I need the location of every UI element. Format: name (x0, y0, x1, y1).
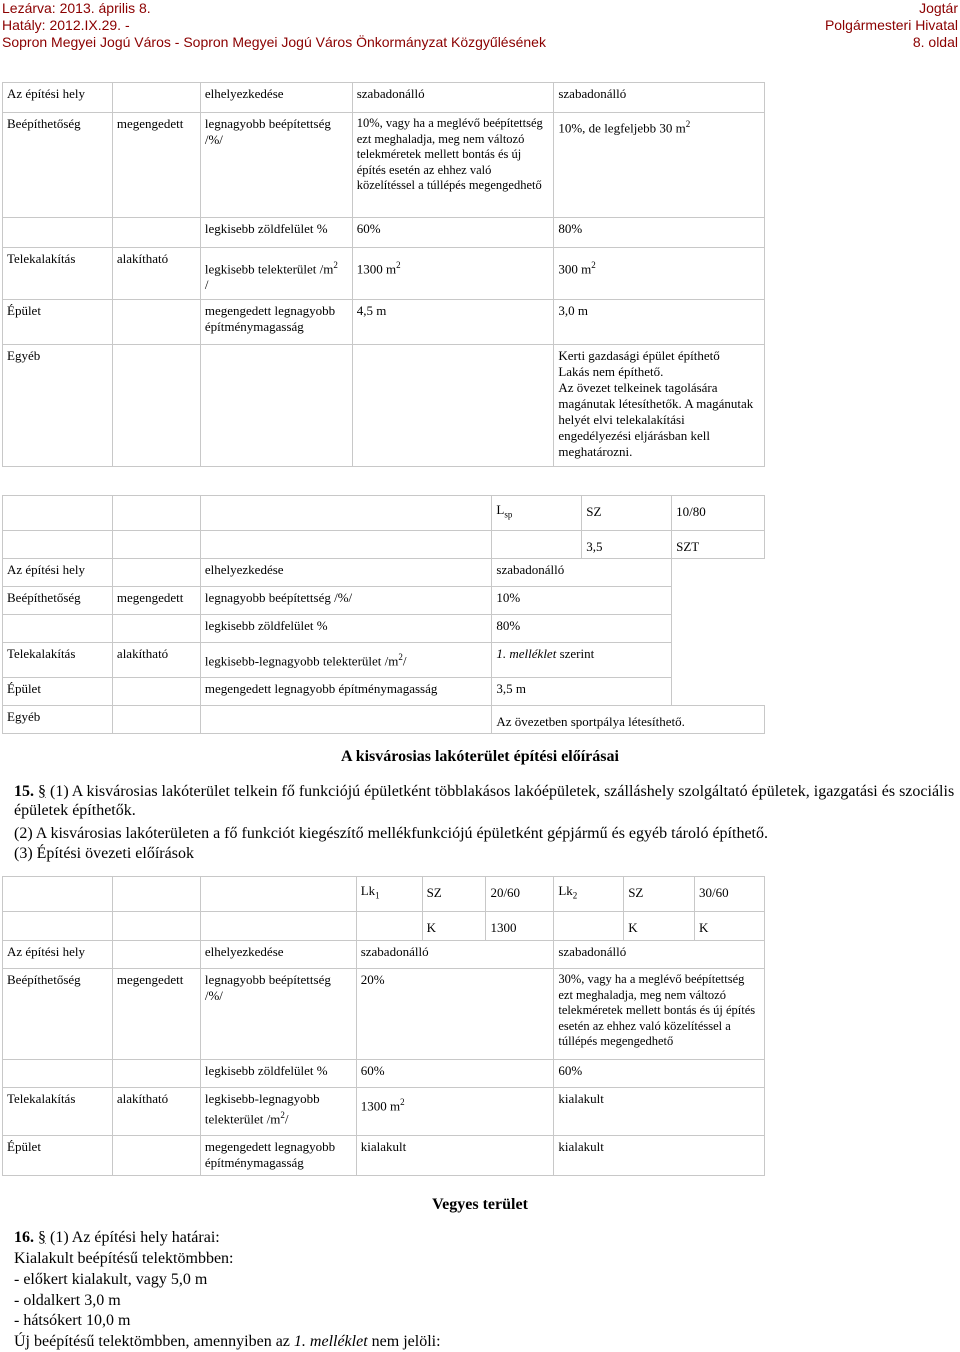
list-item: - előkert kialakult, vagy 5,0 m (14, 1271, 208, 1288)
table-cell: K (624, 912, 695, 941)
table-cell: 3,0 m (554, 300, 765, 345)
zone-table-1 (2, 82, 765, 467)
table-cell: 10% (492, 587, 672, 615)
list-item: Kialakult beépítésű telektömbben: (14, 1250, 234, 1267)
table-cell: elhelyezkedése (200, 941, 356, 969)
table-cell: 10%, de legfeljebb 30 $m^2$ (554, 113, 765, 218)
table-row (3, 587, 765, 615)
table-cell: 80% (554, 218, 765, 248)
table-row (3, 969, 765, 1060)
table-cell: szabadonálló (554, 941, 765, 969)
table-cell: legkisebb-legnagyobb telekterület $/m^2/$ (200, 1088, 356, 1136)
paragraph-15-1: 15. § (1) A kisvárosias lakóterület telkein fő funkciójú épületként többlakásos lakóépületek, szálláshely szolgáltató épületek, igazgatási és szociális épületek építhetők. (14, 783, 955, 819)
table-cell: legkisebb zöldfelület % (200, 1060, 356, 1088)
table-cell: 10%, vagy ha a meglévő beépítettség ezt meghaladja, meg nem változó telekméretek mellett bontás és új építés esetén az ehhez való közelítéssel a túllépés megengedhető (352, 113, 554, 218)
paragraph-15-3: (3) Építési övezeti előírások (14, 845, 194, 862)
table-cell: Egyéb (3, 345, 113, 467)
table-cell: legkisebb zöldfelület % (200, 218, 352, 248)
table-row (3, 615, 765, 643)
table-row (3, 300, 765, 345)
table-cell: Az építési hely (3, 941, 113, 969)
table-cell: Telekalakítás (3, 248, 113, 300)
table-cell: szabadonálló (554, 83, 765, 113)
table-cell: 60% (352, 218, 554, 248)
table-cell: 10/80 (672, 496, 765, 531)
table-row (3, 1088, 765, 1136)
table-cell: SZT (672, 531, 765, 559)
zone-code: $L_{sp}$ (492, 496, 582, 531)
table-cell: 300 $m^2$ (554, 248, 765, 300)
header-page-number: 8. oldal (912, 34, 958, 50)
table-cell: 30%, vagy ha a meglévő beépítettség ezt meghaladja, meg nem változó telekméretek mellett bontás és új építés esetén az ehhez való közelítéssel a túllépés megengedhető (554, 969, 765, 1060)
table-row (3, 496, 765, 531)
table-cell: szabadonálló (352, 83, 554, 113)
table-cell: SZ (582, 496, 672, 531)
table-cell: 1. melléklet szerint (492, 643, 672, 678)
table-cell: legkisebb zöldfelület % (200, 615, 492, 643)
table-row (3, 113, 765, 218)
table-cell: szabadonálló (492, 559, 672, 587)
table-cell: megengedett legnagyobb építménymagasság (200, 1136, 356, 1176)
table-cell: kialakult (554, 1088, 765, 1136)
table-cell: alakítható (112, 248, 200, 300)
header-issuer: Sopron Megyei Jogú Város - Sopron Megyei Jogú Város Önkormányzat Közgyűlésének (2, 34, 546, 50)
section-heading-mixed-area: Vegyes terület (432, 1196, 528, 1213)
table-cell: alakítható (112, 643, 200, 678)
table-cell: alakítható (112, 1088, 200, 1136)
list-item: - hátsókert 10,0 m (14, 1312, 131, 1329)
table-cell: SZ (624, 877, 695, 912)
table-cell: legnagyobb beépítettség /%/ (200, 113, 352, 218)
table-cell: legnagyobb beépítettség /%/ (200, 587, 492, 615)
table-cell: 80% (492, 615, 672, 643)
table-cell: Kerti gazdasági épület építhető Lakás nem építhető. Az övezet telkeinek tagolására magánutak létesíthetők. A magánutak helyét elvi telekalakítási engedélyezési eljárásban kell meghatározni. (554, 345, 765, 467)
table-cell: megengedett legnagyobb építménymagasság (200, 300, 352, 345)
table-cell: megengedett (112, 587, 200, 615)
table-row (3, 248, 765, 300)
table-cell: legkisebb-legnagyobb telekterület $/m^2/$ (200, 643, 492, 678)
table-cell: Telekalakítás (3, 643, 113, 678)
table-cell: 1300 $m^2$ (352, 248, 554, 300)
table-row (3, 877, 765, 912)
table-row (3, 912, 765, 941)
table-cell: legkisebb telekterület $/m^2$ / (200, 248, 352, 300)
table-row (3, 345, 765, 467)
table-cell: Épület (3, 678, 113, 706)
table-row (3, 559, 765, 587)
table-cell: 60% (554, 1060, 765, 1088)
paragraph-16-1: 16. § (1) Az építési hely határai: (14, 1229, 220, 1246)
table-cell: 4,5 m (352, 300, 554, 345)
table-cell: 20/60 (486, 877, 554, 912)
table-cell: elhelyezkedése (200, 559, 492, 587)
page-header (0, 0, 960, 54)
table-cell: Beépíthetőség (3, 969, 113, 1060)
table-cell: Az építési hely (3, 83, 113, 113)
table-cell: Épület (3, 1136, 113, 1176)
table-row (3, 678, 765, 706)
table-cell: Az övezetben sportpálya létesíthető. (492, 706, 765, 734)
table-cell: kialakult (356, 1136, 554, 1176)
zone-table-3 (2, 876, 765, 1176)
table-cell: elhelyezkedése (200, 83, 352, 113)
table-cell: 1300 $m^2$ (356, 1088, 554, 1136)
table-row (3, 706, 765, 734)
table-row (3, 531, 765, 559)
header-source: Jogtár (919, 0, 958, 16)
table-cell: szabadonálló (356, 941, 554, 969)
header-effective-date: Hatály: 2012.IX.29. - (2, 17, 130, 33)
table-cell: megengedett (112, 113, 200, 218)
table-cell: K (695, 912, 765, 941)
table-cell: 3,5 (582, 531, 672, 559)
table-cell: K (422, 912, 486, 941)
table-row (3, 1136, 765, 1176)
zone-code-lk2: $Lk_2$ (554, 877, 624, 912)
table-row (3, 643, 765, 678)
table-cell: megengedett legnagyobb építménymagasság (200, 678, 492, 706)
table-cell: 3,5 m (492, 678, 672, 706)
list-item: - oldalkert 3,0 m (14, 1292, 121, 1309)
section-heading-small-town-residential: A kisvárosias lakóterület építési előírásai (341, 748, 619, 765)
paragraph-15-2: (2) A kisvárosias lakóterületen a fő funkciót kiegészítő mellékfunkciójú épületként gépjármű és egyéb tároló építhető. (14, 825, 768, 842)
table-cell: megengedett (112, 969, 200, 1060)
table-cell: Telekalakítás (3, 1088, 113, 1136)
table-cell: Beépíthetőség (3, 113, 113, 218)
table-cell: kialakult (554, 1136, 765, 1176)
table-row (3, 1060, 765, 1088)
header-office: Polgármesteri Hivatal (824, 17, 958, 33)
table-cell: 20% (356, 969, 554, 1060)
table-cell: Egyéb (3, 706, 113, 734)
table-cell: legnagyobb beépítettség /%/ (200, 969, 356, 1060)
table-cell: SZ (422, 877, 486, 912)
table-cell: 60% (356, 1060, 554, 1088)
zone-table-2 (2, 495, 765, 734)
header-closed-date: Lezárva: 2013. április 8. (2, 0, 151, 16)
table-cell: 1300 (486, 912, 554, 941)
table-cell: Épület (3, 300, 113, 345)
table-row (3, 941, 765, 969)
table-cell: Az építési hely (3, 559, 113, 587)
zone-code-lk1: $Lk_1$ (356, 877, 422, 912)
list-item: Új beépítésű telektömbben, amennyiben az 1. melléklet nem jelöli: (14, 1333, 441, 1350)
table-row (3, 218, 765, 248)
table-cell: Beépíthetőség (3, 587, 113, 615)
table-row (3, 83, 765, 113)
table-cell: 30/60 (695, 877, 765, 912)
